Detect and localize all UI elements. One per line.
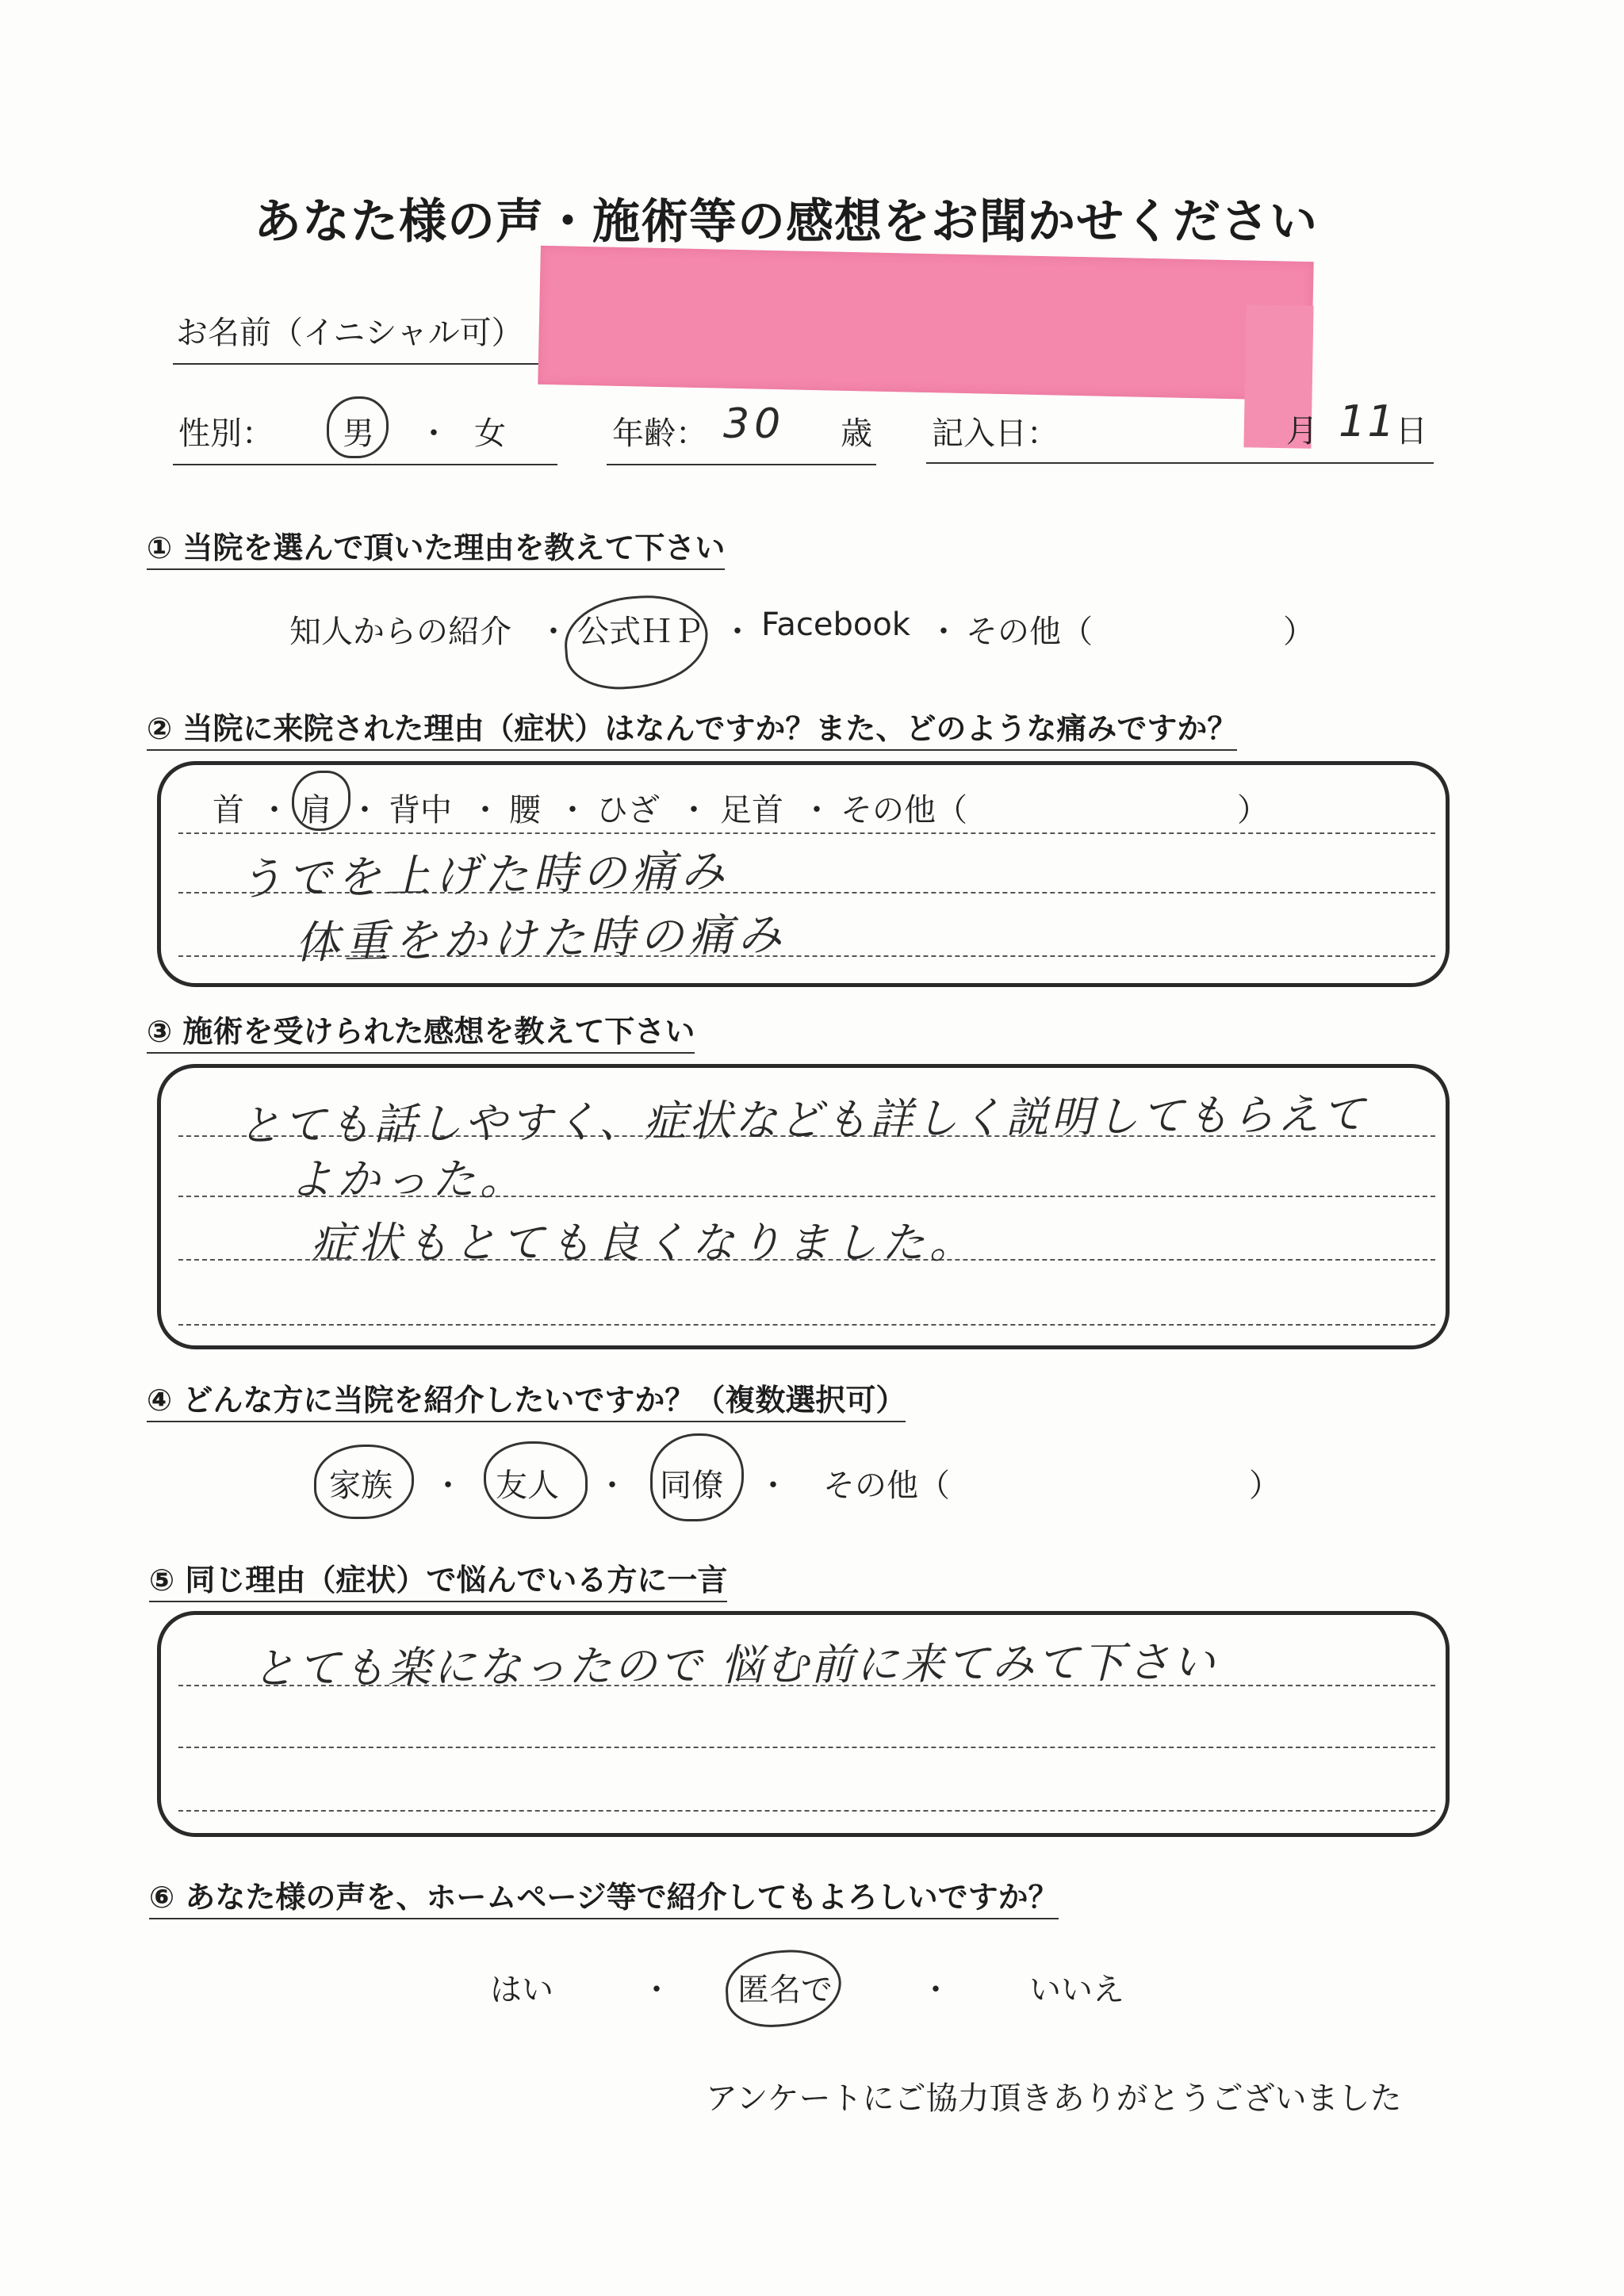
q6-separator: ・ [641, 1972, 672, 2008]
q3-rule-4 [178, 1324, 1435, 1326]
redaction-sticker [538, 246, 1313, 400]
q3-answer-line-1[interactable]: とても話しやすく、症状なども詳しく説明してもらえて [237, 1089, 1368, 1151]
q4-option-friend[interactable]: 友人 [496, 1468, 559, 1504]
date-day-value[interactable]: 11 [1339, 396, 1396, 446]
gender-underline [173, 464, 557, 465]
q1-option-other[interactable]: その他（ [966, 614, 1093, 650]
q6-title: ⑥ あなた様の声を、ホームページ等で紹介してもよろしいですか？ [149, 1873, 1059, 1919]
age-label: 年齢： [612, 415, 707, 452]
q4-separator: ・ [432, 1468, 464, 1504]
q5-answer-line-1[interactable]: とても楽になったので 悩む前に来てみて下さい [251, 1636, 1218, 1694]
q2-option-other[interactable]: その他（ [841, 792, 967, 828]
q1-option-hp[interactable]: 公式ＨＰ [577, 614, 704, 650]
q4-other-close: ） [1249, 1468, 1281, 1504]
gender-male[interactable]: 男 [343, 415, 374, 452]
q4-option-family[interactable]: 家族 [329, 1468, 393, 1504]
q3-answer-line-3[interactable]: 症状もとても良くなりました。 [311, 1218, 977, 1268]
q4-option-other[interactable]: その他（ [823, 1468, 950, 1504]
q1-option-referral[interactable]: 知人からの紹介 [289, 614, 511, 650]
q5-rule-2 [178, 1747, 1435, 1748]
q6-separator: ・ [920, 1972, 952, 2008]
q4-friend-circle [484, 1441, 588, 1519]
q1-option-facebook[interactable]: Facebook [761, 607, 910, 643]
q2-other-close: ） [1237, 792, 1269, 828]
q1-separator-2: ・ [722, 614, 753, 650]
q4-separator: ・ [757, 1468, 789, 1504]
gender-separator: ・ [418, 415, 450, 452]
q1-separator-1: ・ [538, 614, 569, 650]
q2-selected-circle [292, 771, 350, 831]
q4-family-circle [314, 1445, 414, 1519]
q2-option-back[interactable]: 背中 [389, 792, 452, 828]
q2-separator: ・ [678, 792, 710, 828]
page-title: あなた様の声・施術等の感想をお聞かせください [254, 194, 1318, 250]
q6-option-anonymous[interactable]: 匿名で [737, 1972, 833, 2008]
q2-answer-line-2[interactable]: 体重をかけた時の痛み [294, 909, 787, 970]
q2-separator: ・ [801, 792, 833, 828]
q5-rule-3 [178, 1810, 1435, 1812]
q6-option-yes[interactable]: はい [490, 1972, 553, 2008]
q3-title: ③ 施術を受けられた感想を教えて下さい [147, 1007, 695, 1054]
q2-answer-line-1[interactable]: うでを上げた時の痛み [237, 845, 730, 906]
age-unit: 歳 [841, 415, 872, 452]
name-underline [173, 363, 546, 365]
q2-separator: ・ [557, 792, 588, 828]
footer-thanks: アンケートにご協力頂きありがとうございました [706, 2080, 1402, 2117]
q4-separator: ・ [596, 1468, 628, 1504]
q2-title: ② 当院に来院された理由（症状）はなんですか？また、どのような痛みですか？ [147, 704, 1237, 751]
date-label: 記入日： [932, 415, 1059, 452]
q2-option-lower-back[interactable]: 腰 [509, 792, 541, 828]
name-label: お名前（イニシャル可） [176, 315, 523, 351]
q4-title: ④ どんな方に当院を紹介したいですか？（複数選択可） [147, 1376, 906, 1422]
gender-selected-circle [327, 396, 389, 458]
q1-separator-3: ・ [928, 614, 959, 650]
q2-option-shoulder[interactable]: 肩 [300, 792, 331, 828]
age-value[interactable]: 30 [723, 400, 786, 448]
q2-separator: ・ [259, 792, 290, 828]
q3-answer-line-2[interactable]: よかった。 [289, 1154, 527, 1204]
q5-title: ⑤ 同じ理由（症状）で悩んでいる方に一言 [149, 1556, 727, 1602]
gender-label: 性別： [178, 415, 274, 452]
q2-rule-1 [178, 832, 1435, 834]
q6-option-no[interactable]: いいえ [1029, 1972, 1124, 2008]
gender-female[interactable]: 女 [474, 415, 506, 452]
q2-option-neck[interactable]: 首 [213, 792, 244, 828]
q2-option-ankle[interactable]: 足首 [720, 792, 783, 828]
q2-separator: ・ [469, 792, 501, 828]
date-day-unit: 日 [1396, 413, 1427, 450]
q6-selected-circle [724, 1947, 844, 2030]
q1-other-close: ） [1283, 614, 1315, 650]
date-underline [926, 462, 1434, 464]
date-month-unit: 月 [1286, 413, 1318, 450]
q4-colleague-circle [650, 1433, 744, 1521]
q4-option-colleague[interactable]: 同僚 [660, 1468, 723, 1504]
age-underline [607, 464, 876, 465]
q2-separator: ・ [349, 792, 381, 828]
q2-option-knee[interactable]: ひざ [596, 792, 660, 828]
q1-title: ① 当院を選んで頂いた理由を教えて下さい [147, 523, 725, 570]
